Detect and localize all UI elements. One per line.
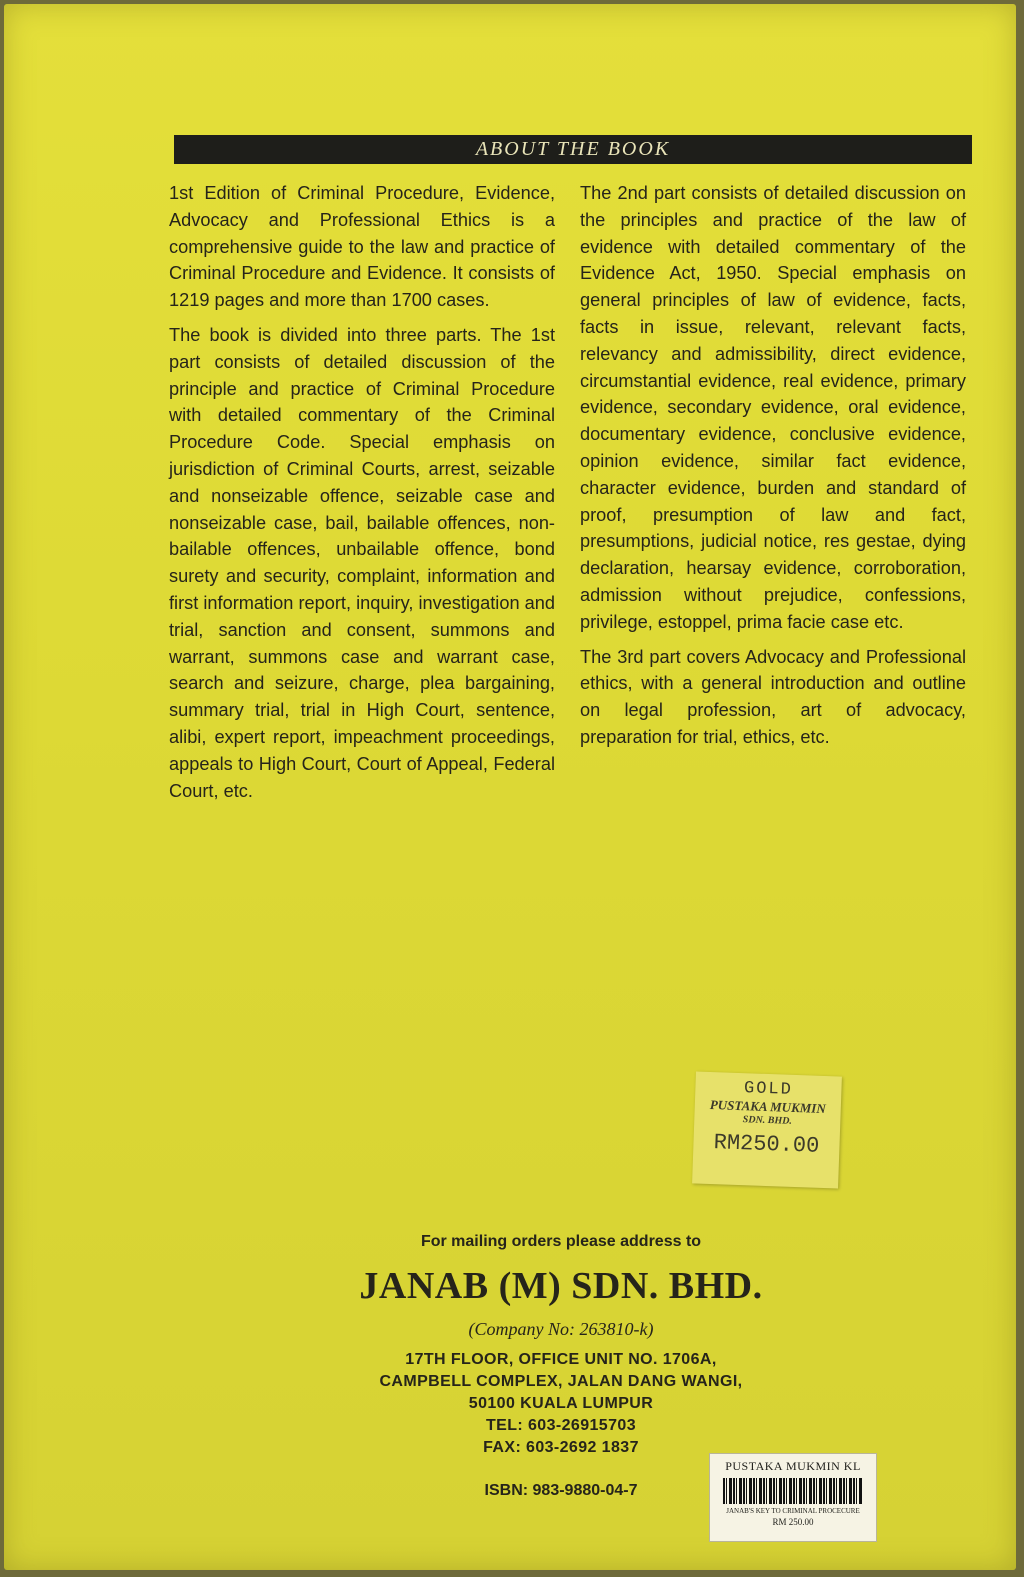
- label-shop: PUSTAKA MUKMIN KL: [725, 1459, 861, 1473]
- paragraph-intro: 1st Edition of Criminal Procedure, Evidence, Advocacy and Professional Ethics is a comprehensive guide to the law and practice of Criminal Procedure and Evidence. It consists of 1219 pages and more than 1700 cases.: [169, 183, 555, 311]
- telephone: TEL: 603-26915703: [485, 1417, 636, 1434]
- paragraph-part-two: The 2nd part consists of detailed discussion on the principles and practice of the law of evidence with detailed commentary of the Evidence Act, 1950. Special emphasis on general principles of law of evidence, facts, facts in issue, relevant, relevant facts, relevancy and admissibility, direct evidence, circumstantial evidence, real evidence, primary evidence, secondary evidence, oral evidence, documentary evidence, conclusive evidence, opinion evidence, similar fact evidence, character evidence, burden and standard of proof, presumption of law and fact, presumptions, judicial notice, res gestae, dying declaration, hearsay evidence, corroboration, admission without prejudice, confessions, privilege, estoppel, prima facie case etc.: [580, 183, 966, 632]
- left-text-column: [169, 180, 555, 812]
- paragraph-part-one: The book is divided into three parts. The 1st part consists of detailed discussion of the principle and practice of Criminal Procedure with detailed commentary of the Criminal Procedure Code. Special emphasis on jurisdiction of Criminal Courts, arrest, seizable and nonseizable offence, seizable case and nonseizable case, bail, bailable offences, non-bailable offences, unbailable offence, bond surety and security, complaint, information and first information report, inquiry, investigation and trial, sanction and consent, summons and warrant, summons case and warrant case, search and seizure, charge, plea bargaining, summary trial, trial in High Court, sentence, alibi, expert report, impeachment proceedings, appeals to High Court, Court of Appeal, Federal Court, etc.: [169, 324, 555, 801]
- address-line-3: 50100 KUALA LUMPUR: [468, 1395, 654, 1412]
- sticker-shop-suffix: SDN. BHD.: [742, 1114, 793, 1127]
- mailing-heading: For mailing orders please address to: [420, 1233, 702, 1250]
- sticker-shop-name: PUSTAKA MUKMIN: [709, 1096, 827, 1117]
- paragraph-part-three: The 3rd part covers Advocacy and Professional ethics, with a general introduction and outline on legal profession, art of advocacy, preparation for trial, ethics, etc.: [580, 646, 966, 747]
- isbn: ISBN: 983-9880-04-7: [484, 1482, 638, 1499]
- company-number: (Company No: 263810-k): [468, 1319, 654, 1339]
- sticker-grade: GOLD: [743, 1079, 794, 1100]
- address-line-1: 17TH FLOOR, OFFICE UNIT NO. 1706A,: [405, 1351, 717, 1368]
- publisher-name: JANAB (M) SDN. BHD.: [359, 1265, 763, 1307]
- barcode-icon: [723, 1478, 863, 1504]
- label-title: JANAB'S KEY TO CRIMINAL PROCECURE: [726, 1507, 860, 1515]
- right-text-column: [580, 180, 966, 759]
- price-sticker: [692, 1071, 842, 1188]
- label-price: RM 250.00: [772, 1517, 814, 1527]
- barcode-label: [709, 1453, 877, 1542]
- book-back-cover: [4, 4, 1016, 1570]
- header-bar: [174, 135, 972, 164]
- section-title: ABOUT THE BOOK: [475, 138, 671, 160]
- fax: FAX: 603-2692 1837: [483, 1439, 639, 1456]
- sticker-price: RM250.00: [713, 1130, 820, 1159]
- address-line-2: CAMPBELL COMPLEX, JALAN DANG WANGI,: [379, 1373, 743, 1390]
